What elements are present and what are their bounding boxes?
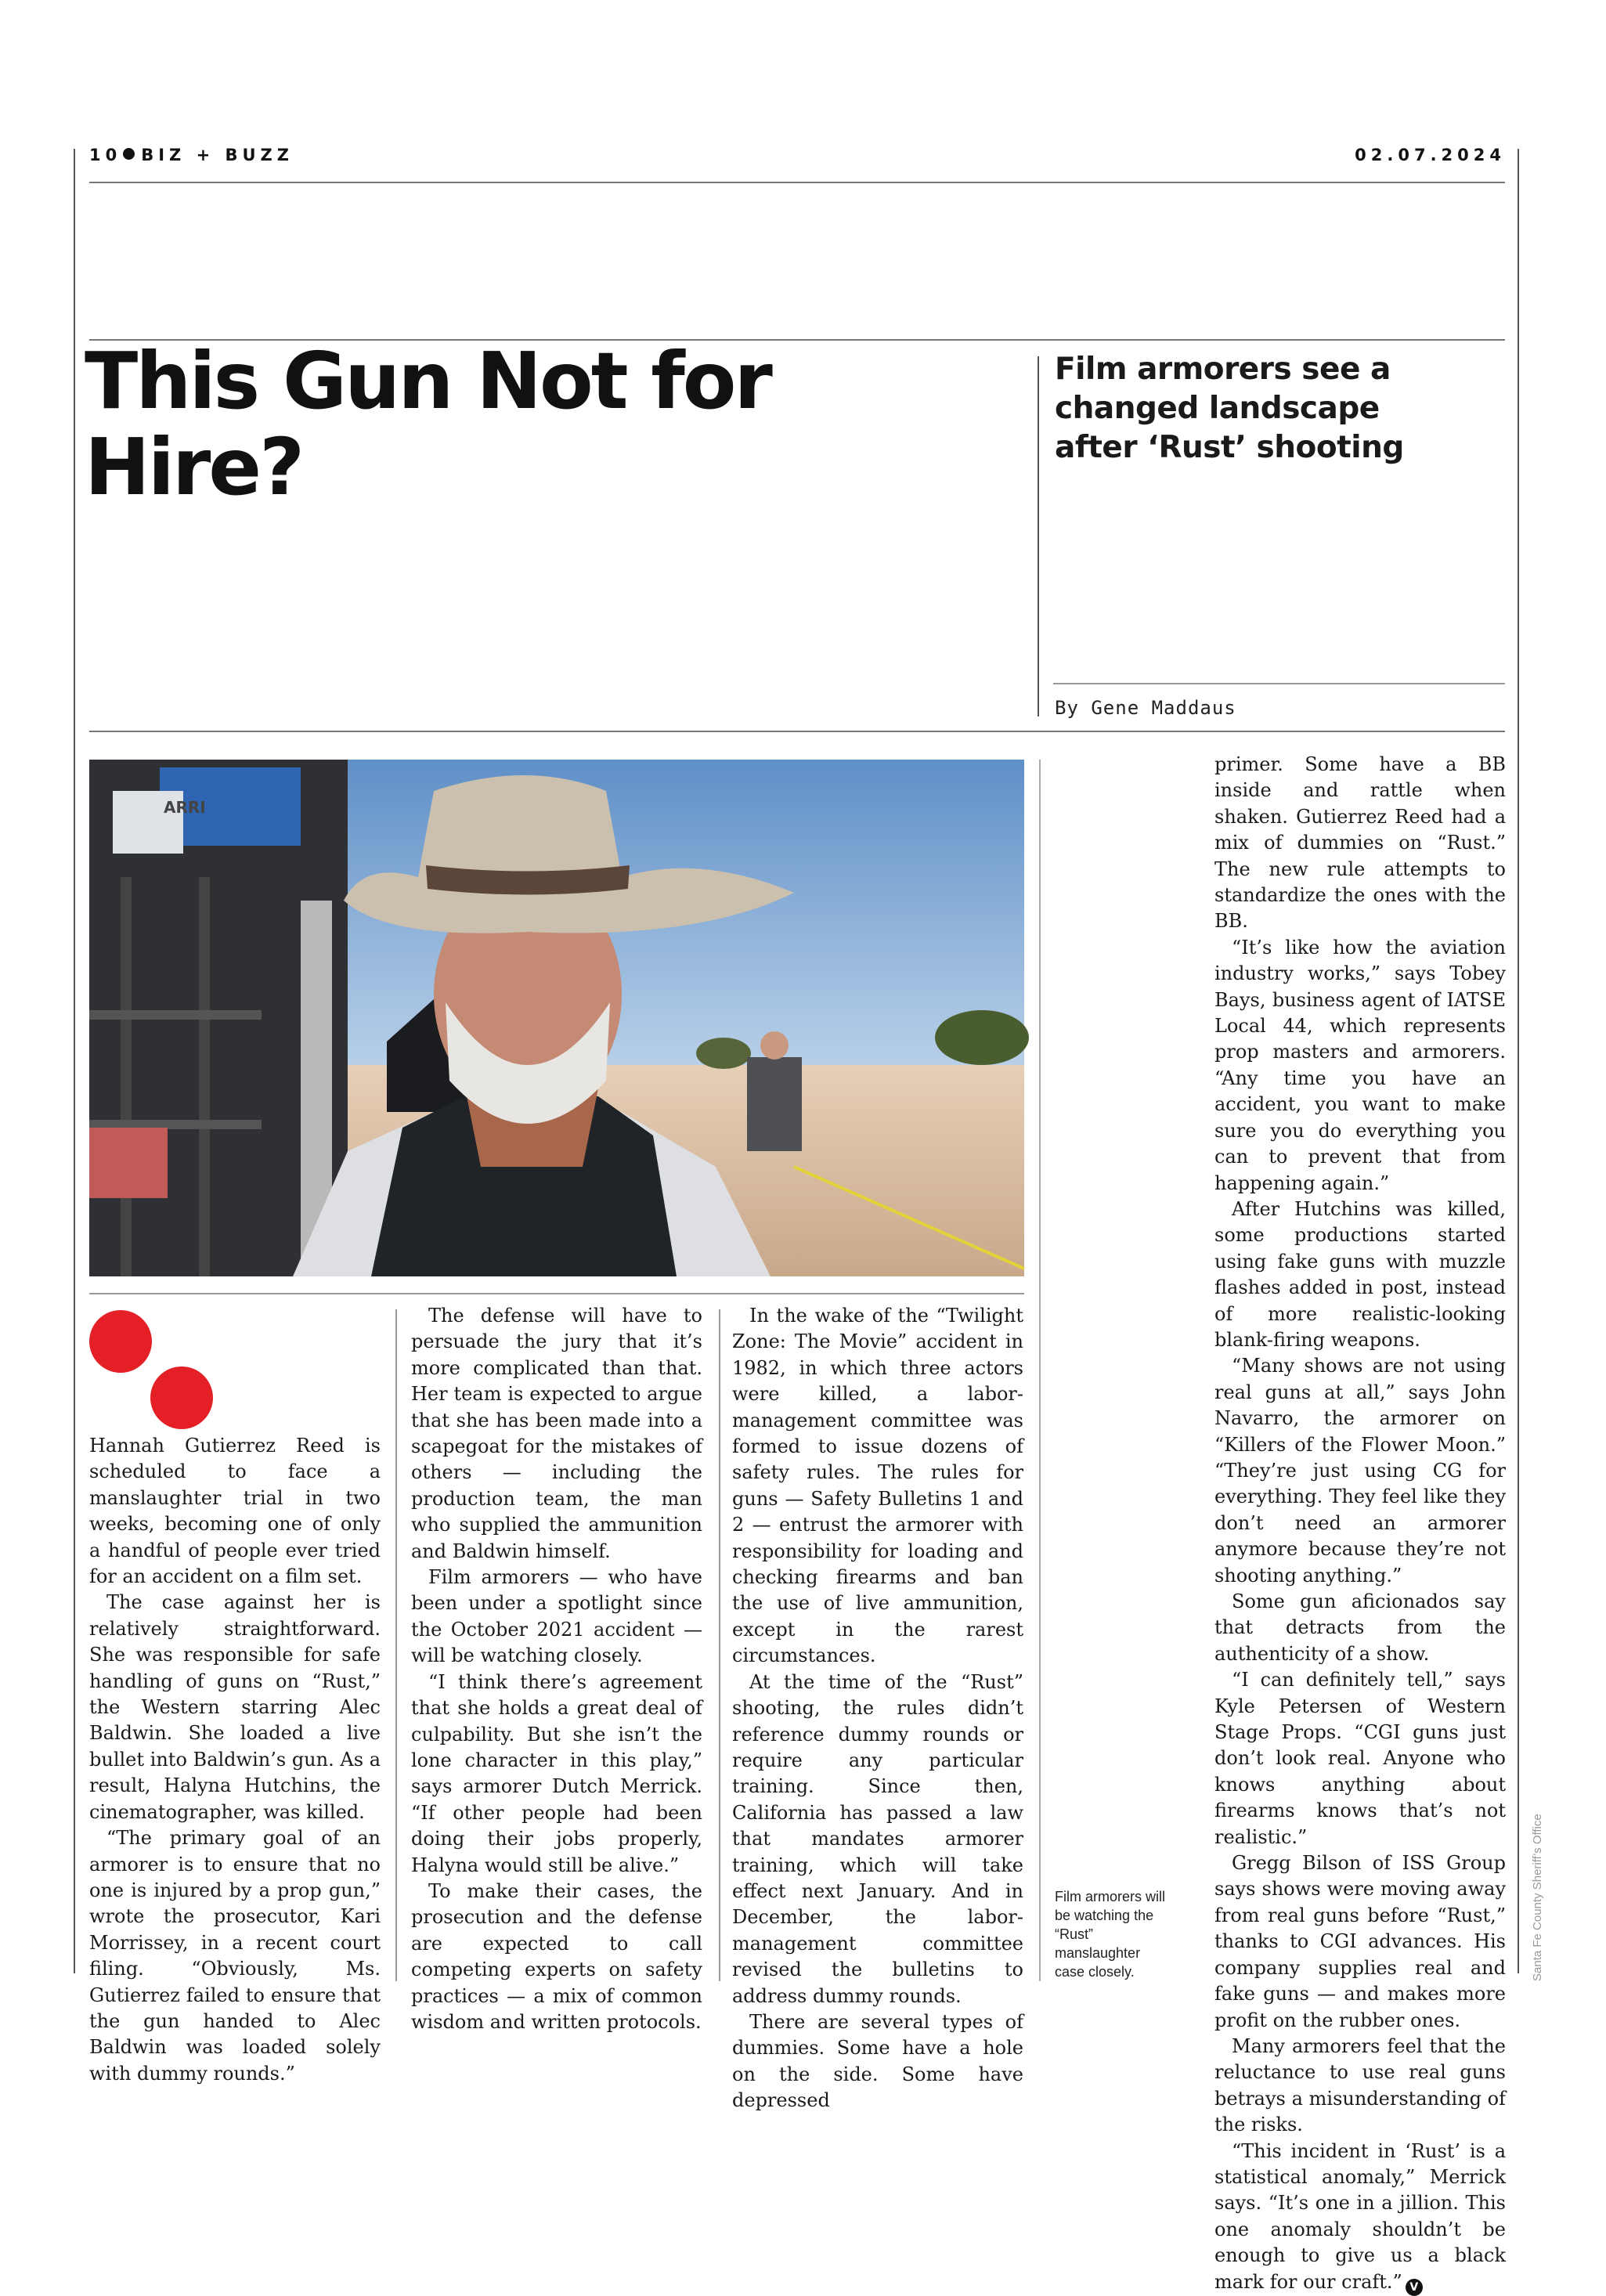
arri-label: ARRI: [164, 798, 206, 817]
lead-photo: [89, 760, 1024, 1276]
paragraph: After Hutchins was killed, some productions started using fake guns with muzzle flashes added in post, instead of more realistic-looking blank-firing weapons.: [1214, 1197, 1506, 1351]
paragraph-text: “This incident in ‘Rust’ is a statistical anomaly,” Merrick says. “It’s one in a jillion. This one anomaly shouldn’t be enough to give us a black mark for our craft.”: [1214, 2139, 1506, 2293]
paragraph: To make their cases, the prosecution and the defense are expected to call competing experts on safety practices — a mix of common wisdom and written protocols.: [411, 1879, 702, 2033]
column-2: [411, 1303, 702, 2035]
dek: Film armorers see a changed landscape after ‘Rust’ shooting: [1055, 352, 1404, 465]
folio-rule: [89, 182, 1505, 183]
head-bottom-rule: [89, 731, 1505, 732]
paragraph: Film armorers — who have been under a spotlight since the October 2021 accident — will be watching closely.: [411, 1566, 702, 1667]
paragraph: At the time of the “Rust” shooting, the rules didn’t reference dummy rounds or require any particular training. Since then, California has passed a law that mandates armorer training, which will take effect next January. And in December, the labor-management committee revised the bulletins to address dummy rounds.: [732, 1670, 1023, 2007]
paragraph: “Many shows are not using real guns at all,” says John Navarro, the armorer on “Killers of the Flower Moon.” “They’re just using CG for everything. They feel like they don’t need an armorer anymore because they’re not shooting anything.”: [1214, 1355, 1506, 1587]
bush: [696, 1038, 751, 1069]
paragraph: Hannah Gutierrez Reed is scheduled to face a manslaughter trial in two weeks, becoming one of only a handful of people ever tried for an accident on a film set.: [89, 1435, 381, 1588]
page-number: 10: [89, 146, 122, 164]
byline: By Gene Maddaus: [1055, 697, 1236, 719]
paragraph: “It’s like how the aviation industry works,” says Tobey Bays, business agent of IATSE Local 44, which represents prop masters and armorers. “Any time you have an accident, you want to make sure you do everything you can to prevent that from happening again.”: [1214, 936, 1506, 1194]
red-dot-icon: [150, 1366, 213, 1429]
photo-credit: Santa Fe County Sheriff’s Office: [1531, 1814, 1544, 1981]
column-1: [89, 1433, 381, 2087]
tree: [935, 1010, 1029, 1065]
paragraph: “I think there’s agreement that she holds a great deal of culpability. But she isn’t the lone character in this play,” says armorer Dutch Merrick. “If other people had been doing their jobs properly, Halyna would still be alive.”: [411, 1670, 702, 1876]
paragraph-final: [1214, 2139, 1506, 2296]
officer: [747, 1057, 802, 1151]
end-mark-icon: V: [1406, 2279, 1423, 2296]
section-name: BIZ + BUZZ: [141, 146, 294, 164]
paragraph: Gregg Bilson of ISS Group says shows were moving away from real guns before “Rust,” thanks to CGI advances. His company supplies real and fake guns — and makes more profit on the rubber ones.: [1214, 1852, 1506, 2031]
byline-rule: [1053, 683, 1505, 684]
cart-bar: [89, 1010, 262, 1020]
left-margin-rule: [74, 149, 75, 1973]
bullet-dot-icon: [123, 148, 135, 160]
issue-date: 02.07.2024: [1355, 146, 1506, 164]
photo-caption: Film armorers will be watching the “Rust” manslaughter case closely.: [1055, 1889, 1165, 1980]
folio: [89, 146, 294, 164]
cart-rail: [121, 877, 132, 1276]
column-divider-1: [395, 1309, 397, 1981]
cart-rail: [199, 877, 210, 1276]
red-dot-icon: [89, 1310, 152, 1373]
paragraph: The defense will have to persuade the jury that it’s more complicated than that. Her team is expected to argue that she has been made into a scapegoat for the mistakes of others — including the production team, the man who supplied the ammunition and Baldwin himself.: [411, 1305, 702, 1562]
paragraph: There are several types of dummies. Some have a hole on the side. Some have depressed: [732, 2010, 1023, 2112]
photo-illustration: [89, 760, 1024, 1276]
caption-divider: [1039, 760, 1041, 1981]
headline: This Gun Not for Hire?: [85, 335, 771, 513]
paragraph: Many armorers feel that the reluctance to use real guns betrays a misunderstanding of the risks.: [1214, 2034, 1506, 2136]
right-margin-rule: [1518, 149, 1519, 1973]
officer-head: [760, 1031, 789, 1060]
crew-member: [89, 1128, 168, 1198]
paragraph: Some gun aficionados say that detracts from the authenticity of a show.: [1214, 1590, 1506, 1665]
paragraph: In the wake of the “Twilight Zone: The Movie” accident in 1982, in which three actors were killed, a labor-management committee was formed to issue dozens of safety rules. The rules for guns — Safety Bulletins 1 and 2 — entrust the armorer with responsibility for loading and checking firearms and ban the use of live ammunition, except in the rarest circumstances.: [732, 1305, 1023, 1667]
paragraph: primer. Some have a BB inside and rattle when shaken. Gutierrez Reed had a mix of dummies on “Rust.” The new rule attempts to standardize the ones with the BB.: [1214, 753, 1506, 933]
paragraph: The case against her is relatively straightforward. She was responsible for safe handling of guns on “Rust,” the Western starring Alec Baldwin. She loaded a live bullet into Baldwin’s gun. As a result, Halyna Hutchins, the cinematographer, was killed.: [89, 1591, 381, 1823]
paragraph: “I can definitely tell,” says Kyle Petersen of Western Stage Props. “CGI guns just don’t look real. Anyone who knows anything about firearms knows that’s not realistic.”: [1214, 1669, 1506, 1848]
dek-divider: [1038, 356, 1039, 717]
paragraph: “The primary goal of an armorer is to ensure that no one is injured by a prop gun,” wrote the prosecutor, Kari Morrissey, in a recent court filing. “Obviously, Ms. Gutierrez failed to ensure that the gun handed to Alec Baldwin was loaded solely with dummy rounds.”: [89, 1827, 381, 2085]
photo-bottom-rule: [89, 1293, 1024, 1294]
column-divider-2: [719, 1309, 720, 1981]
column-4: [1214, 752, 1506, 2296]
column-3: [732, 1303, 1023, 2114]
